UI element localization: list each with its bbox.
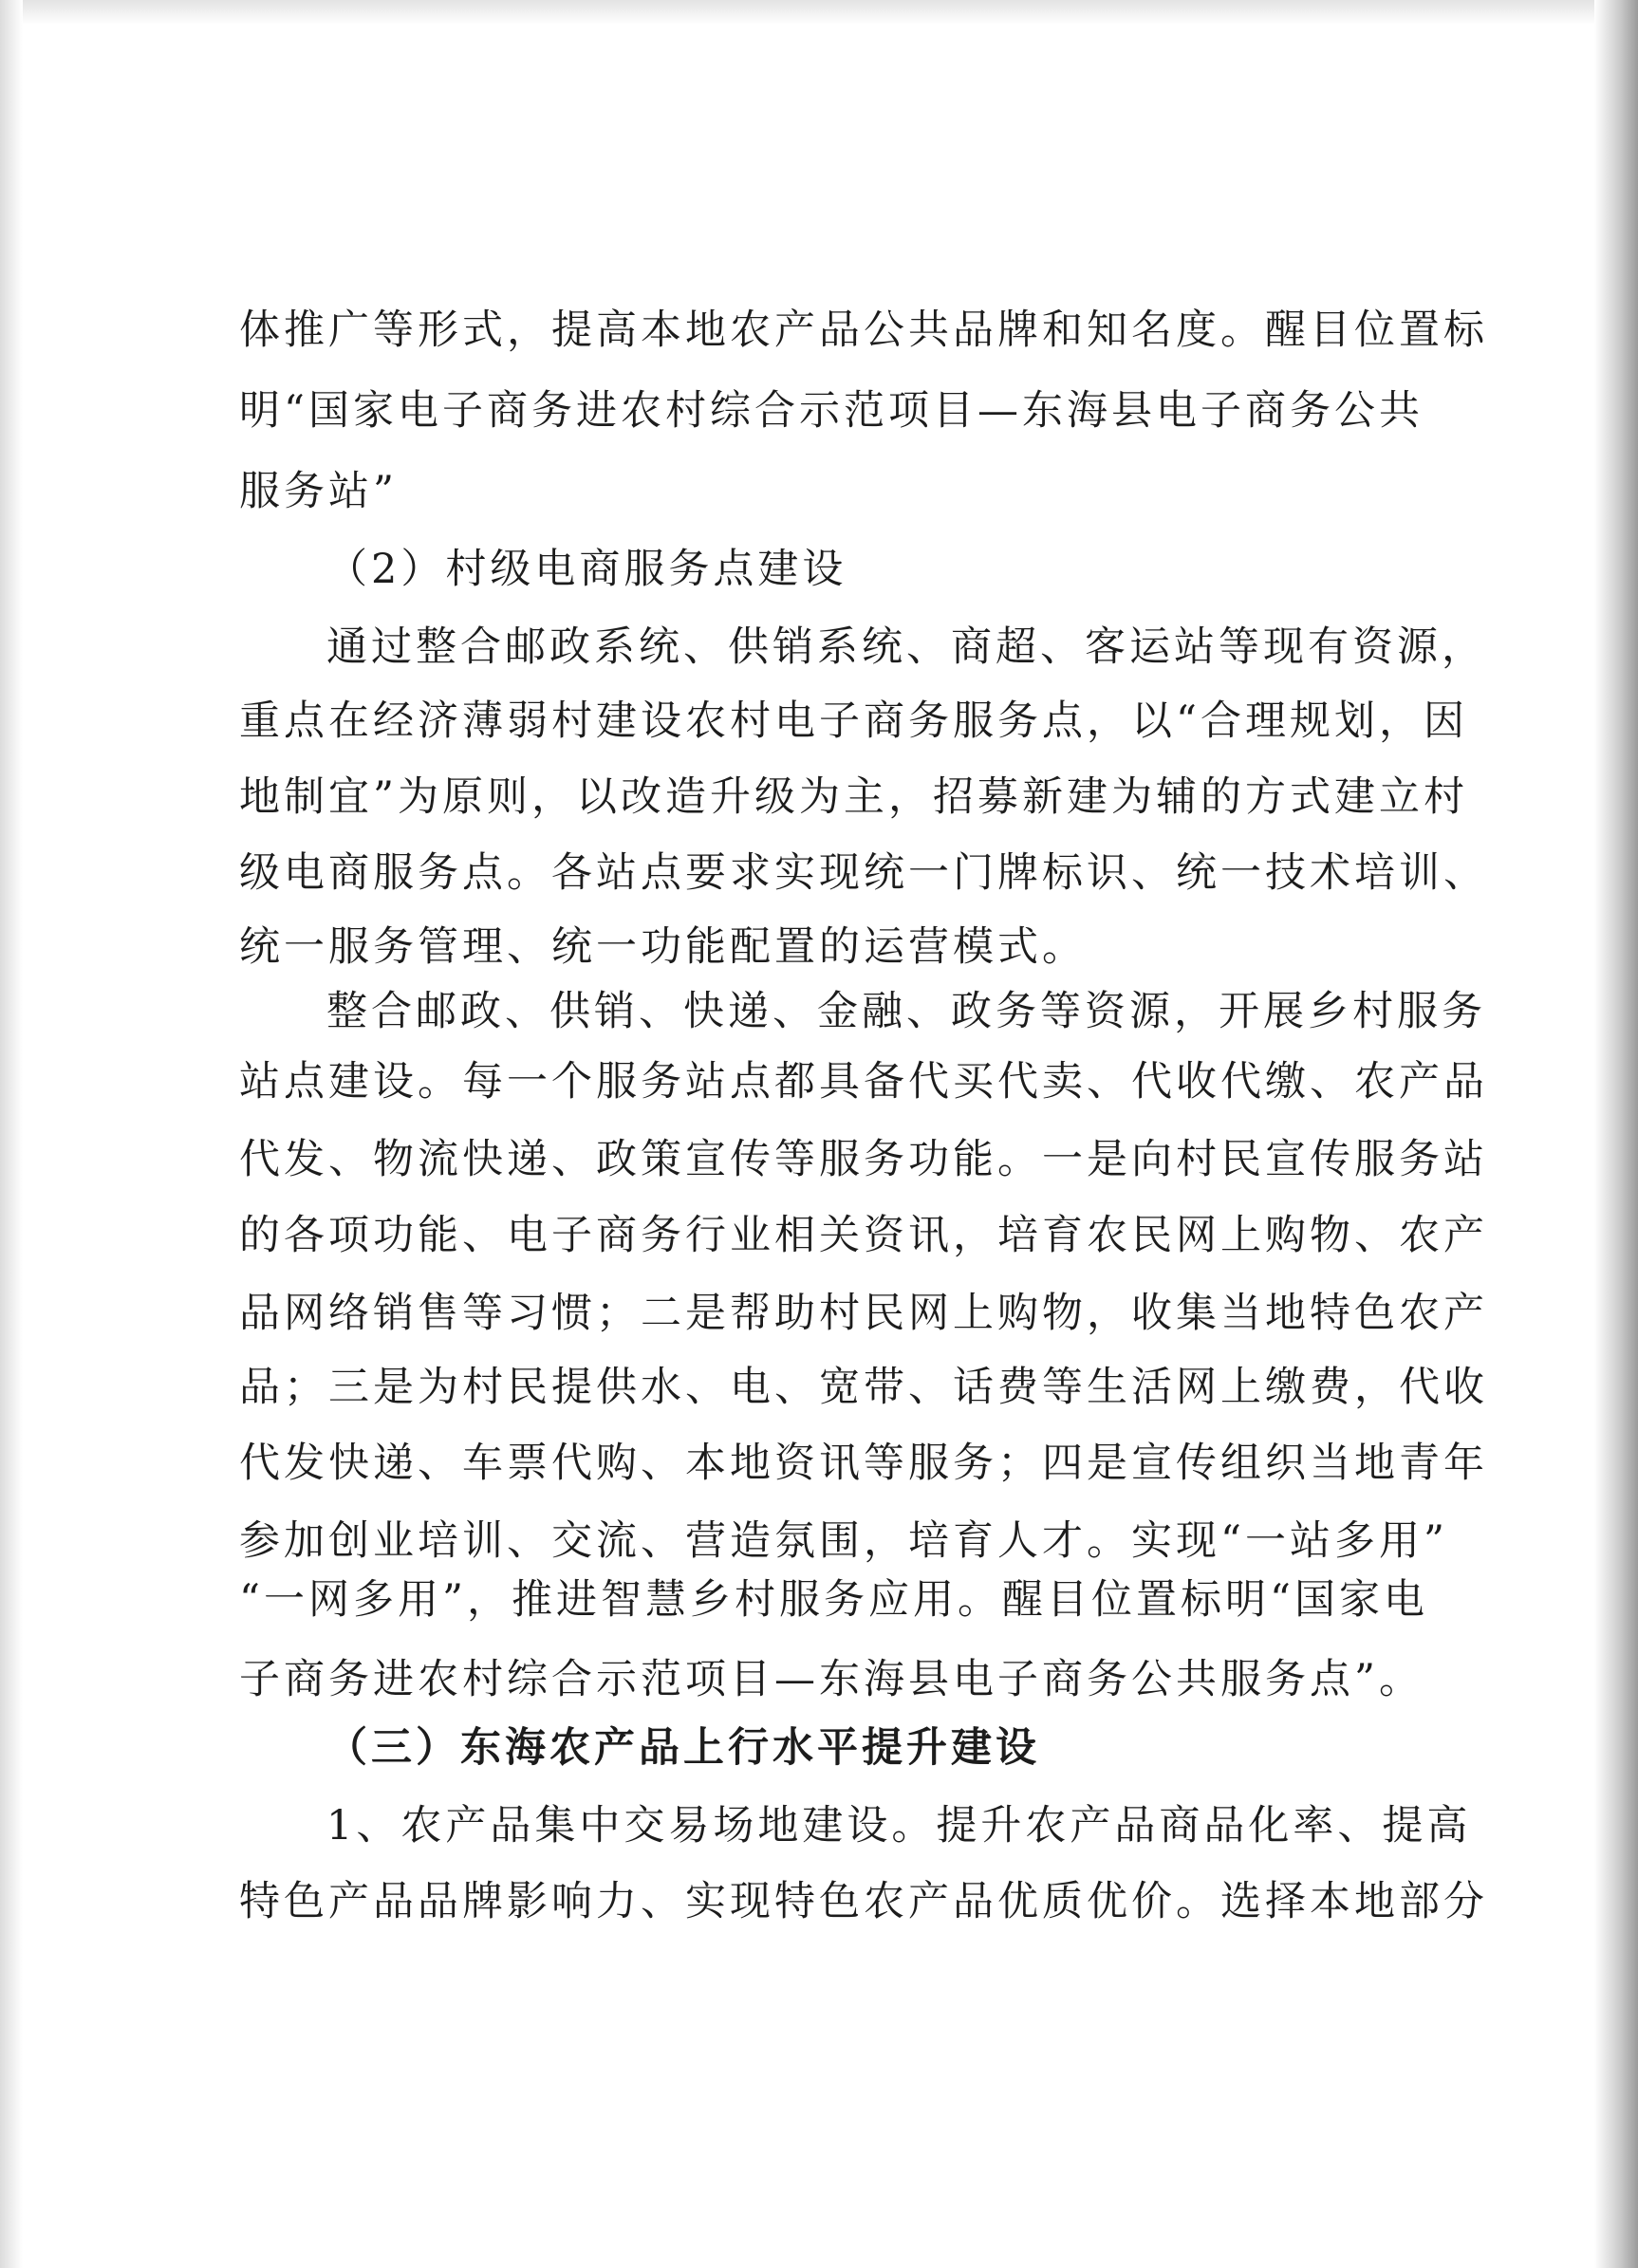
text-line: 特色产品品牌影响力、实现特色农产品优质优价。选择本地部分 bbox=[239, 1878, 1488, 1925]
text-line: 地制宜”为原则，以改造升级为主，招募新建为辅的方式建立村 bbox=[239, 773, 1468, 821]
text-line: 代发、物流快递、政策宣传等服务功能。一是向村民宣传服务站 bbox=[239, 1136, 1488, 1183]
text-line: 子商务进农村综合示范项目—东海县电子商务公共服务点”。 bbox=[239, 1656, 1424, 1703]
text-line: “一网多用”，推进智慧乡村服务应用。醒目位置标明“国家电 bbox=[239, 1576, 1428, 1624]
text-line: 级电商服务点。各站点要求实现统一门牌标识、统一技术培训、 bbox=[239, 849, 1488, 897]
section-heading: （2）村级电商服务点建设 bbox=[326, 546, 847, 593]
text-line: 代发快递、车票代购、本地资讯等服务；四是宣传组织当地青年 bbox=[239, 1440, 1488, 1487]
text-line: 明“国家电子商务进农村综合示范项目—东海县电子商务公共 bbox=[239, 387, 1424, 435]
text-line: 整合邮政、供销、快递、金融、政务等资源，开展乡村服务 bbox=[326, 988, 1486, 1035]
text-line: 重点在经济薄弱村建设农村电子商务服务点，以“合理规划，因 bbox=[239, 697, 1468, 745]
text-line: 站点建设。每一个服务站点都具备代买代卖、代收代缴、农产品 bbox=[239, 1058, 1488, 1106]
text-line: 品网络销售等习惯；二是帮助村民网上购物，收集当地特色农产 bbox=[239, 1290, 1488, 1337]
text-line: 品；三是为村民提供水、电、宽带、话费等生活网上缴费，代收 bbox=[239, 1364, 1488, 1411]
text-line: 统一服务管理、统一功能配置的运营模式。 bbox=[239, 923, 1087, 971]
text-line: 服务站” bbox=[239, 468, 398, 515]
text-line: 1、农产品集中交易场地建设。提升农产品商品化率、提高 bbox=[326, 1802, 1472, 1850]
section-heading: （三）东海农产品上行水平提升建设 bbox=[326, 1724, 1040, 1772]
text-line: 通过整合邮政系统、供销系统、商超、客运站等现有资源， bbox=[326, 623, 1486, 671]
text-line: 的各项功能、电子商务行业相关资讯，培育农民网上购物、农产 bbox=[239, 1212, 1488, 1259]
text-line: 参加创业培训、交流、营造氛围，培育人才。实现“一站多用” bbox=[239, 1517, 1448, 1565]
text-line: 体推广等形式，提高本地农产品公共品牌和知名度。醒目位置标 bbox=[239, 307, 1488, 354]
